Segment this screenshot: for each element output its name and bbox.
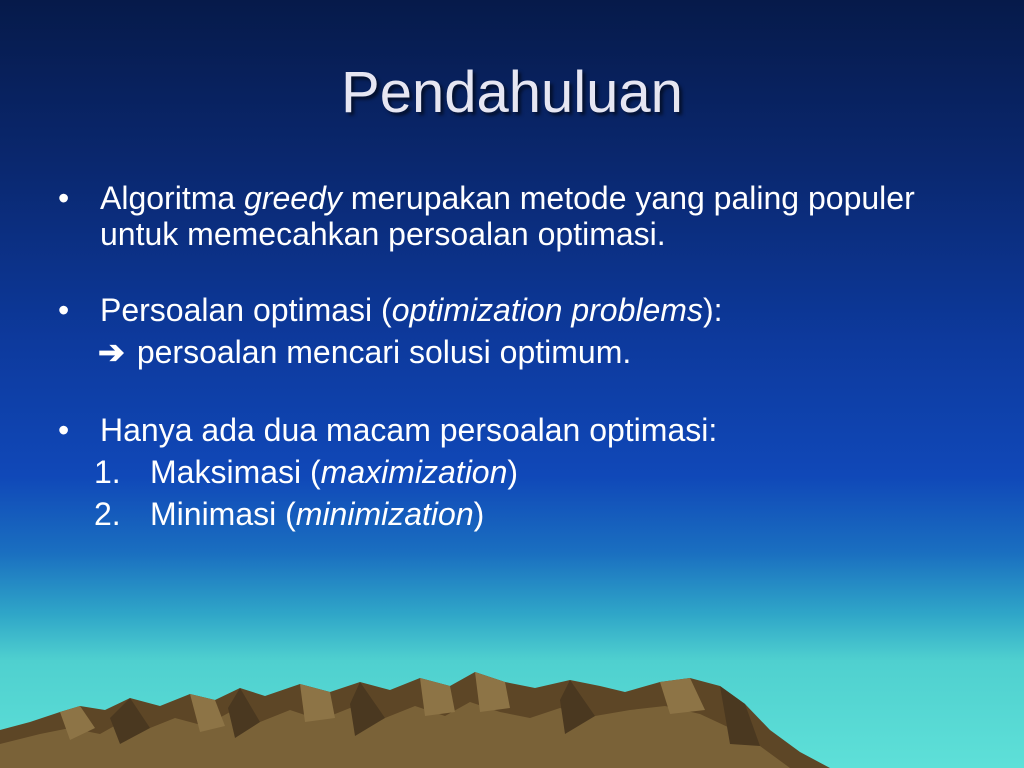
bullet-item-types — [58, 412, 958, 448]
arrow-right-icon: ➔ — [98, 334, 125, 370]
bullet-text-post: ): — [702, 292, 723, 328]
item-text-post: ) — [473, 496, 485, 532]
bullet-item-greedy — [58, 180, 958, 252]
slide-title: Pendahuluan — [341, 60, 683, 125]
bullet-text-emphasis: optimization problems — [391, 292, 703, 328]
bullet-dot: • — [58, 180, 70, 216]
slide-body — [58, 180, 958, 532]
bullet-dot: • — [58, 292, 70, 328]
sub-point-optimum — [58, 334, 958, 370]
sub-point-text: persoalan mencari solusi optimum. — [136, 334, 632, 370]
mountain-range-illustration — [0, 648, 1024, 768]
item-text-pre: Maksimasi ( — [150, 454, 321, 490]
item-text-post: ) — [507, 454, 519, 490]
item-number: 2. — [94, 496, 121, 532]
numbered-item-maximization — [58, 454, 958, 490]
item-text-pre: Minimasi ( — [150, 496, 296, 532]
bullet-text-pre: Persoalan optimasi ( — [100, 292, 392, 328]
bullet-item-optimization — [58, 292, 958, 328]
bullet-dot: • — [58, 412, 70, 448]
bullet-text-pre: Algoritma — [100, 180, 245, 216]
item-text-emphasis: maximization — [320, 454, 508, 490]
numbered-item-minimization — [58, 496, 958, 532]
item-text-emphasis: minimization — [295, 496, 474, 532]
item-number: 1. — [94, 454, 121, 490]
bullet-text-emphasis: greedy — [244, 180, 342, 216]
bullet-text-post: merupakan metode yang paling populer untuk memecahkan persoalan optimasi. — [100, 180, 915, 252]
bullet-text: Hanya ada dua macam persoalan optimasi: — [100, 412, 718, 448]
